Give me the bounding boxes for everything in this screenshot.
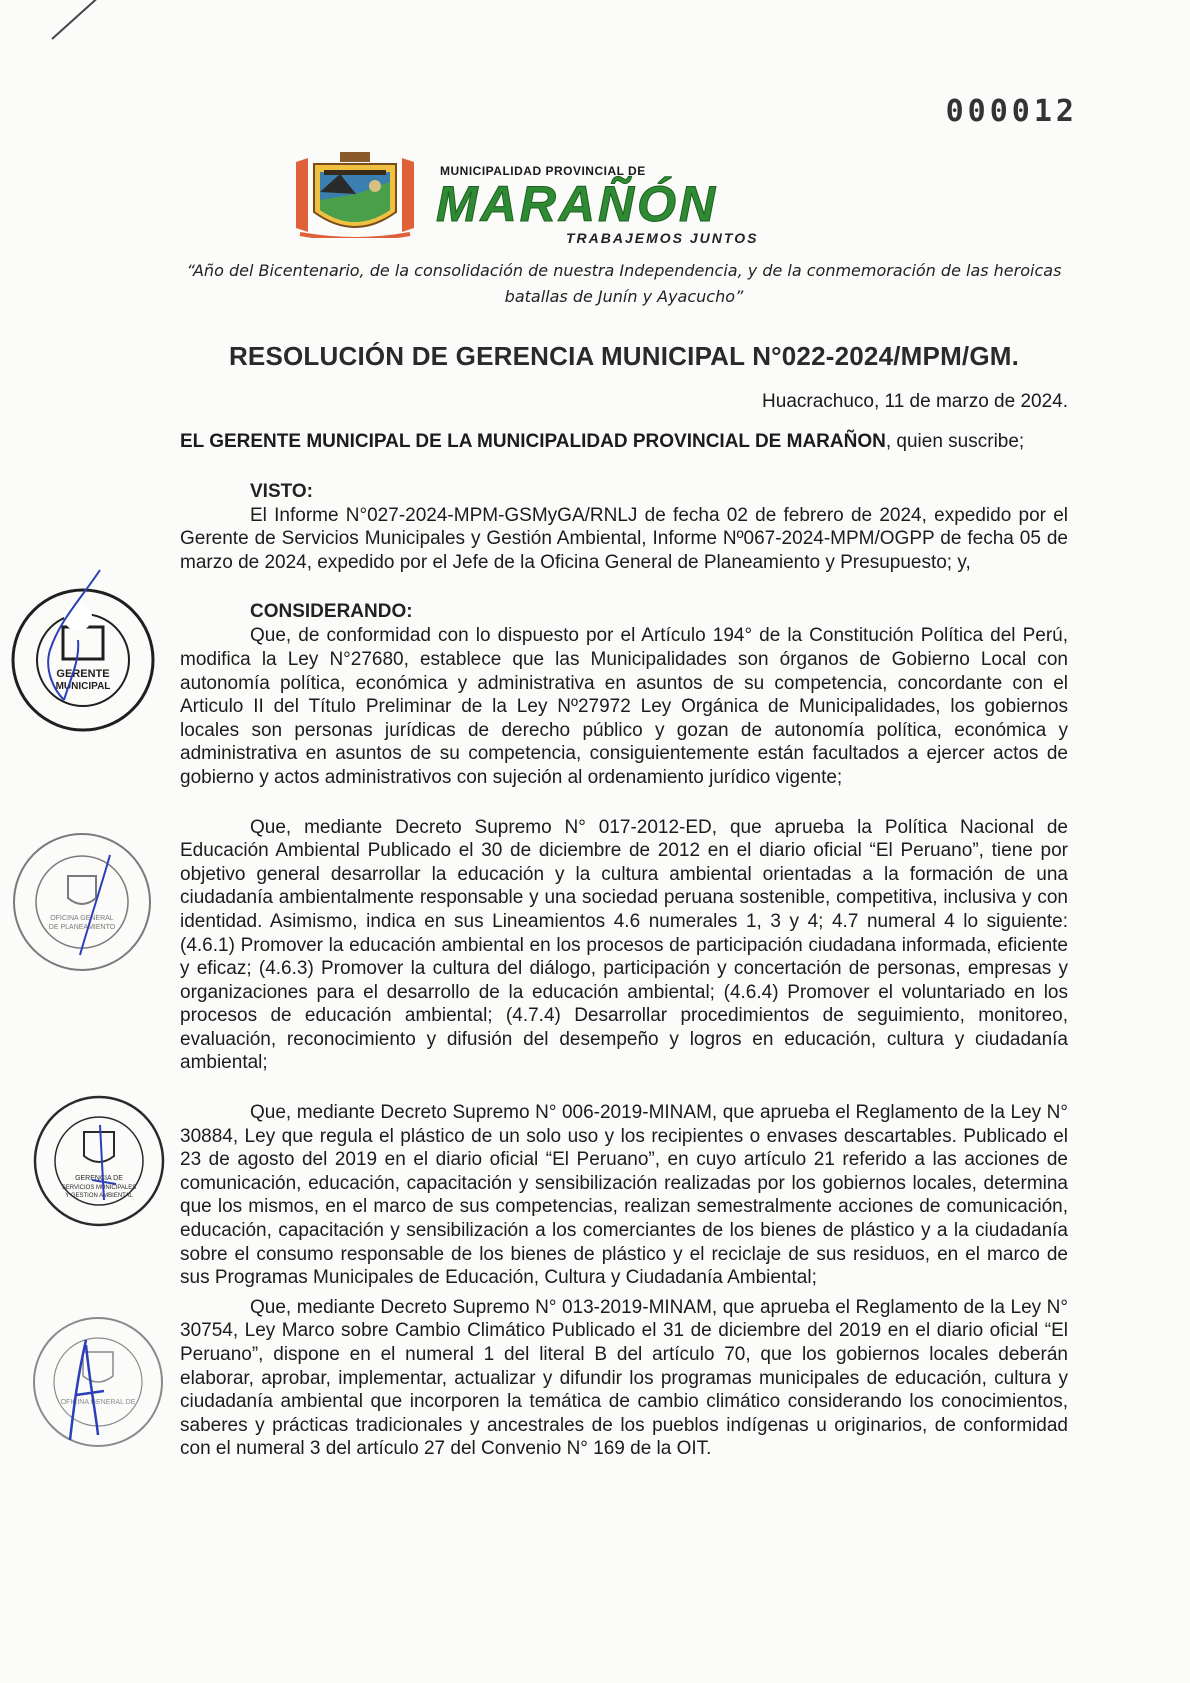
year-motto: “Año del Bicentenario, de la consolidación de nuestra Independencia, y de la conmemoración de las heroicas batallas de Junín y Ayacucho” [186, 261, 1062, 306]
institution-prefix: MUNICIPALIDAD PROVINCIAL DE [440, 164, 646, 178]
considerando-paragraph-2 [180, 816, 1068, 1076]
signature-2 [60, 850, 130, 960]
svg-text:OFICINA GENERAL DE: OFICINA GENERAL DE [60, 1399, 136, 1406]
svg-text:Y GESTION AMBIENTAL: Y GESTION AMBIENTAL [65, 1193, 133, 1199]
signature-1 [20, 560, 120, 720]
paragraph-text: Que, mediante Decreto Supremo N° 017-2012-ED, que aprueba la Política Nacional de Educación Ambiental Publicado el 30 de diciembre de 2012 en el diario oficial “El Peruano”, tiene por objetivo general desarrollar la educación y la cultura ambiental orientadas a la formación de una ciudadanía ambientalmente responsable y una sociedad peruana sostenible, competitiva, inclusiva y con identidad. Asimismo, indica en sus Lineamientos 4.6 numerales 1, 3 y 4; 4.7 numeral 4 lo siguiente: (4.6.1) Promover la educación ambiental en los procesos de participación ciudadana informada, eficiente y eficaz; (4.6.3) Promover la cultura del diálogo, participación y concertación de personas, empresas y organizaciones para el desarrollo de la educación ambiental; (4.6.4) Promover el voluntariado en los procesos de educación ambiental; (4.7.4) Desarrollar procedimientos de seguimiento, monitoreo, evaluación, reconocimiento y difusión del desempeño y logros en educación, cultura y ciudadanía ambiental; [180, 816, 1068, 1074]
svg-text:SERVICIOS MUNICIPALES: SERVICIOS MUNICIPALES [61, 1185, 137, 1191]
slogan: TRABAJEMOS JUNTOS [566, 230, 759, 246]
signature-3 [84, 1120, 124, 1210]
considerando-paragraph-3 [180, 1101, 1068, 1290]
brand-text [436, 164, 906, 246]
considerando-heading: CONSIDERANDO: [250, 601, 413, 623]
place-date: Huacrachuco, 11 de marzo de 2024. [762, 391, 1068, 412]
paragraph-text: Que, de conformidad con lo dispuesto por el Artículo 194° de la Constitución Política del Perú, modifica la Ley N°27680, establece que las Municipalidades son órganos de Gobierno Local con autonomía política, económica y administrativa en asuntos de su competencia, concordante con el Articulo II del Título Preliminar de la Ley Nº27972 Ley Orgánica de Municipalidades, los gobiernos locales son personas jurídicas de derecho público y gozan de autonomía política, económica y administrativa en asuntos de su competencia, consiguientemente están facultados a ejercer actos de gobierno y actos administrativos con sujeción al ordenamiento jurídico vigente; [180, 625, 1068, 788]
considerando-paragraph-1 [180, 624, 1068, 789]
pen-mark [51, 0, 97, 40]
folio-number: 000012 [945, 94, 1078, 129]
paragraph-text: Que, mediante Decreto Supremo N° 006-2019-MINAM, que aprueba el Reglamento de la Ley N° 30884, Ley que regula el plástico de un solo uso y los recipientes o envases descartables. Publicado el 23 de agosto del 2019 en el diario oficial “El Peruano”, en cuyo artículo 21 referido a las acciones de comunicación, educación, capacitación y sensibilización realizadas por los gobiernos locales, determina que los mismos, en el marco de sus competencias, realizan semestralmente acciones de comunicación, educación, capacitación y sensibilización a los comerciantes de los bienes de plástico y a la ciudadanía sobre el consumo responsable de los bienes de plástico y el reciclaje de sus residuos, en el marco de sus Programas Municipales de Educación, Cultura y Ciudadanía Ambiental; [180, 1102, 1068, 1289]
signature-4 [56, 1335, 126, 1445]
coat-of-arms-icon [290, 152, 420, 238]
paragraph-text: Que, mediante Decreto Supremo N° 013-2019-MINAM, que aprueba el Reglamento de la Ley N° 30754, Ley Marco sobre Cambio Climático Publicado el 31 de diciembre del 2019 en el diario oficial “El Peruano”, dispone en el numeral 1 del literal B del artículo 70, que los gobiernos locales deberán elaborar, aprobar, implementar, actualizar y difundir los programas municipales de educación, cultura y ciudadanía ambiental que incorporen la temática de cambio climático considerando los conocimientos, saberes y prácticas tradicionales y ancestrales de los pueblos indígenas u originarios, de conformidad con el numeral 3 del artículo 27 del Convenio N° 169 de la OIT. [180, 1296, 1068, 1460]
svg-text:GERENCIA DE: GERENCIA DE [75, 1175, 123, 1182]
letterhead [290, 150, 910, 246]
visto-text: El Informe N°027-2024-MPM-GSMyGA/RNLJ de fecha 02 de febrero de 2024, expedido por el Gerente de Servicios Municipales y Gestión Ambiental, Informe Nº067-2024-MPM/OGPP de fecha 05 de marzo de 2024, expedido por el Jefe de la Oficina General de Planeamiento y Presupuesto; y, [180, 504, 1068, 573]
svg-text:GERENTE: GERENTE [56, 668, 110, 680]
issuer-name: EL GERENTE MUNICIPAL DE LA MUNICIPALIDAD PROVINCIAL DE MARAÑON [180, 431, 886, 452]
document-body [180, 258, 1068, 1461]
visto-paragraph [180, 504, 1068, 575]
considerando-paragraph-4 [180, 1296, 1068, 1461]
institution-name: MARAÑÓN [436, 176, 719, 232]
resolution-title: RESOLUCIÓN DE GERENCIA MUNICIPAL N°022-2024/MPM/GM. [228, 341, 1020, 371]
svg-text:DE PLANEAMIENTO: DE PLANEAMIENTO [48, 924, 116, 931]
svg-text:OFICINA GENERAL: OFICINA GENERAL [50, 915, 114, 922]
svg-text:MUNICIPAL: MUNICIPAL [55, 681, 111, 692]
issuer-rest: , quien suscribe; [885, 431, 1025, 452]
visto-heading: VISTO: [250, 480, 313, 502]
issuer-paragraph [180, 430, 1068, 454]
